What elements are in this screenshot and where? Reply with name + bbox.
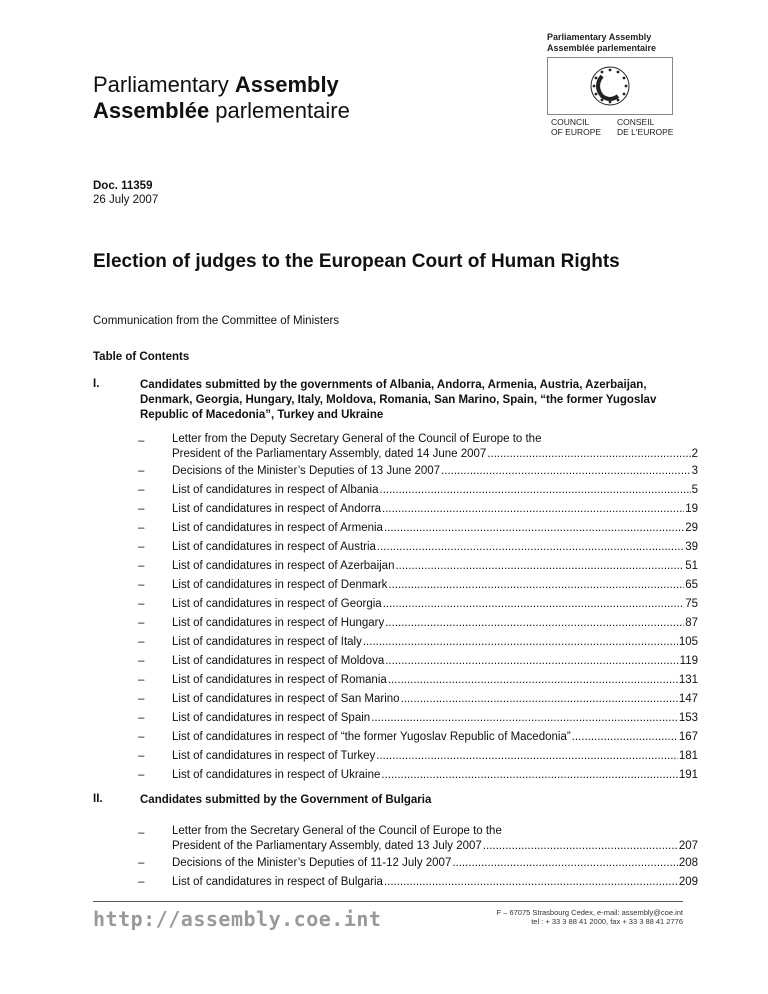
logo-caption: [547, 32, 687, 54]
dash-bullet: –: [138, 750, 145, 762]
dash-bullet: –: [138, 465, 145, 477]
council-label-fr: CONSEIL DE L'EUROPE: [617, 117, 674, 137]
dash-bullet: –: [138, 857, 145, 869]
toc-entry[interactable]: [138, 633, 698, 652]
assembly-title: Parliamentary Assembly Assemblée parlementaire: [93, 72, 350, 123]
dash-bullet: –: [138, 876, 145, 888]
toc-page-number: 3: [691, 465, 698, 477]
dash-bullet: –: [138, 522, 145, 534]
toc-page-number: 75: [685, 598, 698, 610]
dash-bullet: –: [138, 655, 145, 667]
logo-caption-en: Parliamentary Assembly: [547, 32, 652, 42]
dot-leader: [384, 873, 678, 892]
dot-leader: [381, 766, 677, 785]
toc-page-number: 208: [678, 857, 698, 869]
dash-bullet: –: [138, 731, 145, 743]
dash-bullet: –: [138, 598, 145, 610]
toc-entry-text: List of candidatures in respect of Moldova: [172, 655, 385, 667]
dot-leader: [384, 519, 684, 538]
section-number: II.: [93, 793, 103, 805]
toc-entry[interactable]: [138, 728, 698, 747]
dot-leader: [385, 652, 678, 671]
section-number: I.: [93, 378, 100, 390]
dash-bullet: –: [138, 435, 145, 447]
toc-entry[interactable]: [138, 747, 698, 766]
dash-bullet: –: [138, 827, 145, 839]
logo-caption-fr: Assemblée parlementaire: [547, 43, 657, 53]
council-label-en: COUNCIL OF EUROPE: [551, 117, 602, 137]
toc-list-section-2: [138, 824, 698, 892]
toc-entry-text: List of candidatures in respect of Hungary: [172, 617, 385, 629]
toc-heading: Table of Contents: [93, 351, 190, 363]
toc-entry[interactable]: [138, 614, 698, 633]
dash-bullet: –: [138, 712, 145, 724]
dot-leader: [371, 709, 678, 728]
toc-page-number: 51: [685, 560, 698, 572]
toc-entry[interactable]: [138, 519, 698, 538]
toc-entry-text: List of candidatures in respect of Romania: [172, 674, 387, 686]
toc-entry-text: List of candidatures in respect of “the former Yugoslav Republic of Macedonia”: [172, 731, 571, 743]
toc-page-number: 147: [678, 693, 698, 705]
section-title: Candidates submitted by the Government of Bulgaria: [140, 794, 432, 806]
toc-entry[interactable]: [138, 766, 698, 785]
toc-page-number: 181: [678, 750, 698, 762]
toc-page-number: 167: [678, 731, 698, 743]
dot-leader: [380, 481, 691, 500]
dot-leader: [452, 854, 677, 873]
toc-entry[interactable]: [138, 709, 698, 728]
document-date: 26 July 2007: [93, 194, 159, 206]
toc-entry-text: List of candidatures in respect of Italy: [172, 636, 362, 648]
dot-leader: [363, 633, 678, 652]
dot-leader: [388, 576, 684, 595]
site-url-link[interactable]: http://assembly.coe.int: [93, 907, 382, 931]
toc-entry-text: List of candidatures in respect of Andorra: [172, 503, 382, 515]
toc-entry[interactable]: [138, 576, 698, 595]
toc-entry-text: List of candidatures in respect of Denmark: [172, 579, 388, 591]
dot-leader: [395, 557, 684, 576]
dash-bullet: –: [138, 503, 145, 515]
toc-entry-text: List of candidatures in respect of Ukraine: [172, 769, 381, 781]
toc-entry-text-line1: Letter from the Deputy Secretary General of the Council of Europe to the: [172, 433, 542, 445]
dot-leader: [388, 671, 678, 690]
toc-entry-text: President of the Parliamentary Assembly, dated 14 June 2007: [172, 448, 487, 460]
toc-entry-text: List of candidatures in respect of Georgia: [172, 598, 382, 610]
dot-leader: [377, 538, 684, 557]
section-title: Candidates submitted by the governments of Albania, Andorra, Armenia, Austria, Azerbaijan, Denmark, Georgia, Hungary, Italy, Moldova, Romania, San Marino, Spain, “the former Yugoslav Republic of Macedonia”, Turkey and Ukraine: [140, 379, 657, 421]
toc-page-number: 191: [678, 769, 698, 781]
dash-bullet: –: [138, 769, 145, 781]
toc-entry[interactable]: [138, 595, 698, 614]
toc-page-number: 207: [678, 840, 698, 852]
toc-entry-text: List of candidatures in respect of Austria: [172, 541, 376, 553]
toc-entry-text: Decisions of the Minister’s Deputies of 11-12 July 2007: [172, 857, 452, 869]
toc-entry[interactable]: [138, 462, 698, 481]
toc-entry[interactable]: [138, 557, 698, 576]
dot-leader: [572, 728, 678, 747]
toc-entry-text: Decisions of the Minister’s Deputies of 13 June 2007: [172, 465, 441, 477]
dot-leader: [487, 447, 690, 462]
council-of-europe-emblem-icon: [548, 58, 672, 114]
footer-divider: [93, 901, 683, 902]
toc-entry[interactable]: [138, 481, 698, 500]
toc-entry-text: List of candidatures in respect of Spain: [172, 712, 371, 724]
toc-list-section-1: [138, 432, 698, 785]
dot-leader: [483, 839, 678, 854]
toc-entry[interactable]: [138, 432, 698, 462]
dot-leader: [385, 614, 684, 633]
toc-entry[interactable]: [138, 824, 698, 854]
toc-entry[interactable]: [138, 652, 698, 671]
toc-page-number: 39: [685, 541, 698, 553]
dot-leader: [382, 500, 684, 519]
dash-bullet: –: [138, 617, 145, 629]
communication-line: Communication from the Committee of Ministers: [93, 315, 340, 327]
toc-page-number: 131: [678, 674, 698, 686]
dot-leader: [401, 690, 678, 709]
toc-page-number: 65: [685, 579, 698, 591]
dot-leader: [383, 595, 685, 614]
dash-bullet: –: [138, 484, 145, 496]
toc-entry[interactable]: [138, 500, 698, 519]
toc-entry-text: List of candidatures in respect of Azerbaijan: [172, 560, 395, 572]
page-title: Election of judges to the European Court of Human Rights: [93, 251, 620, 272]
toc-entry[interactable]: [138, 538, 698, 557]
contact-address: F – 67075 Strasbourg Cedex, e-mail: assembly@coe.int tel : + 33 3 88 41 2000, fax + 33 3 88 41 2776: [496, 908, 683, 926]
toc-page-number: 105: [678, 636, 698, 648]
toc-page-number: 119: [679, 655, 698, 667]
dash-bullet: –: [138, 636, 145, 648]
toc-entry[interactable]: [138, 671, 698, 690]
council-of-europe-logo: [547, 57, 673, 115]
dash-bullet: –: [138, 560, 145, 572]
toc-entry[interactable]: [138, 873, 698, 892]
toc-page-number: 209: [678, 876, 698, 888]
dash-bullet: –: [138, 541, 145, 553]
toc-page-number: 2: [691, 448, 698, 460]
dot-leader: [376, 747, 678, 766]
dash-bullet: –: [138, 693, 145, 705]
toc-entry-text: List of candidatures in respect of San Marino: [172, 693, 400, 705]
toc-page-number: 29: [685, 522, 698, 534]
toc-entry[interactable]: [138, 854, 698, 873]
toc-page-number: 153: [678, 712, 698, 724]
toc-entry-text-line1: Letter from the Secretary General of the Council of Europe to the: [172, 825, 502, 837]
dot-leader: [441, 462, 691, 481]
toc-page-number: 87: [685, 617, 698, 629]
toc-entry-text: List of candidatures in respect of Albania: [172, 484, 379, 496]
document-number: Doc. 11359: [93, 180, 153, 192]
dash-bullet: –: [138, 579, 145, 591]
dash-bullet: –: [138, 674, 145, 686]
toc-entry-text: List of candidatures in respect of Bulgaria: [172, 876, 383, 888]
toc-entry-text: President of the Parliamentary Assembly, dated 13 July 2007: [172, 840, 482, 852]
toc-entry-text: List of candidatures in respect of Turkey: [172, 750, 376, 762]
toc-entry-text: List of candidatures in respect of Armenia: [172, 522, 383, 534]
toc-page-number: 5: [691, 484, 698, 496]
toc-page-number: 19: [685, 503, 698, 515]
toc-entry[interactable]: [138, 690, 698, 709]
